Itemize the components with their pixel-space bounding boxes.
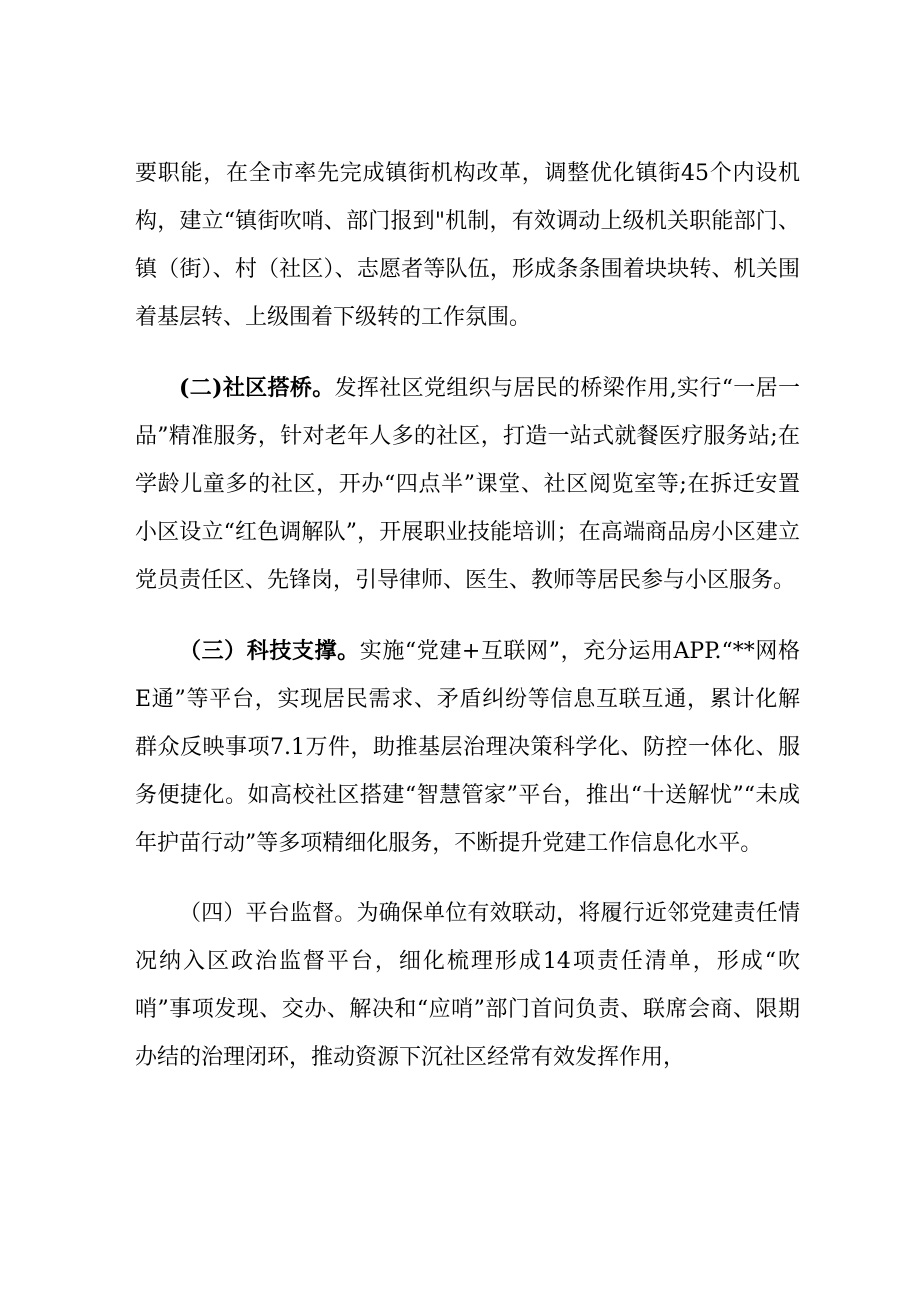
paragraph-heading: （三）科技支撑。 [179,638,360,664]
document-body [135,150,800,1104]
paragraph-text: 要职能，在全市率先完成镇街机构改革，调整优化镇街45个内设机构，建立“镇街吹哨、部门报到"机制，有效调动上级机关职能部门、镇（街）、村（社区）、志愿者等队伍，形成条条围着块块转、机关围着基层转、上级围着下级转的工作氛围。 [135,161,800,330]
paragraph-text: （四）平台监督。为确保单位有效联动，将履行近邻党建责任情况纳入区政治监督平台，细化梳理形成14项责任清单，形成“吹哨”事项发现、交办、解决和“应哨”部门首问负责、联席会商、限期办结的治理闭环，推动资源下沉社区经常有效发挥作用， [135,901,800,1070]
paragraph-text: 发挥社区党组织与居民的桥梁作用,实行“一居一品”精准服务，针对老年人多的社区，打造一站式就餐医疗服务站;在学龄儿童多的社区，开办“四点半”课堂、社区阅览室等;在拆迁安置小区设立“红色调解队”，开展职业技能培训；在高端商品房小区建立党员责任区、先锋岗，引导律师、医生、教师等居民参与小区服务。 [135,376,800,593]
paragraph-text: 实施“党建+互联网”，充分运用APP.“**网格E通”等平台，实现居民需求、矛盾纠纷等信息互联互通，累计化解群众反映事项7.1万件，助推基层治理决策科学化、防控一体化、服务便捷化。如高校社区搭建“智慧管家”平台，推出“十送解忧”“未成年护苗行动”等多项精细化服务，不断提升党建工作信息化水平。 [135,639,800,856]
paragraph-continuation [135,150,800,342]
paragraph-platform-supervision [135,890,800,1082]
paragraph-heading: (二)社区搭桥。 [179,375,335,401]
paragraph-community-bridge [135,364,800,605]
paragraph-tech-support [135,627,800,868]
